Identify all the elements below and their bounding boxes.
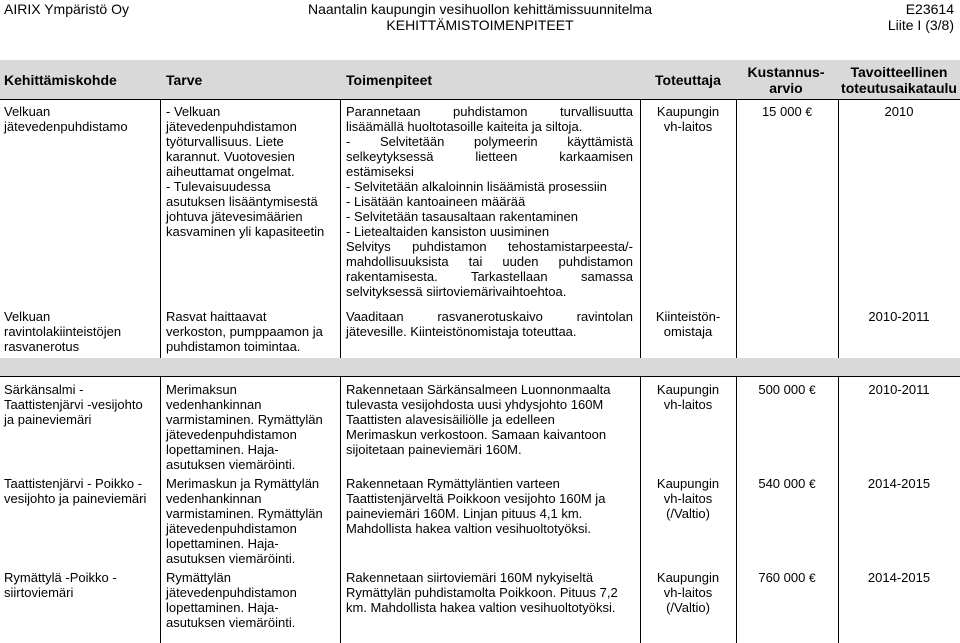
euro-symbol: € bbox=[808, 477, 816, 491]
column-divider bbox=[340, 99, 341, 358]
euro-symbol: € bbox=[805, 105, 813, 119]
column-header-kustannus-line2: arvio bbox=[769, 80, 803, 96]
row5-aikataulu: 2014-2015 bbox=[867, 570, 931, 585]
document-title-line2: KEHITTÄMISTOIMENPITEET bbox=[386, 17, 574, 33]
row5-kohde: Rymättylä -Poikko - siirtoviemäri bbox=[4, 570, 117, 600]
row3-kohde: Särkänsalmi - Taattistenjärvi -vesijohto ja paineviemäri bbox=[4, 382, 143, 427]
row4-tarve: Merimaskun ja Rymättylän vedenhankinnan varmistaminen. Rymättylän jätevedenpuhdistamon lopettaminen. Haja- asutuksen viemäröinti. bbox=[166, 476, 323, 566]
row5-tarve: Rymättylän jätevedenpuhdistamon lopettaminen. Haja- asutuksen viemäröinti. bbox=[166, 570, 297, 630]
column-header-kustannus-line1: Kustannus- bbox=[747, 64, 825, 80]
document-title-line1: Naantalin kaupungin vesihuollon kehittämissuunnitelma bbox=[308, 1, 652, 17]
row1-toteuttaja: Kaupungin vh-laitos bbox=[656, 104, 720, 134]
row4-kustannus: 540 000 € bbox=[758, 476, 816, 491]
table-rule bbox=[0, 376, 960, 377]
row2-toimenpiteet: Vaaditaan rasvanerotuskaivo ravintolan jätevesille. Kiinteistönomistaja toteuttaa. bbox=[346, 309, 633, 339]
column-header-tarve: Tarve bbox=[166, 72, 203, 88]
column-divider bbox=[340, 376, 341, 643]
row4-toimenpiteet: Rakennetaan Rymättyläntien varteen Taattistenjärveltä Poikkoon vesijohto 160M ja paineviemäri 160M. Linjan pituus 4,1 km. Mahdollista hakea valtion vesihuoltotyöksi. bbox=[346, 476, 606, 536]
row3-aikataulu: 2010-2011 bbox=[868, 382, 930, 397]
column-header-kustannus bbox=[736, 64, 836, 96]
row3-toimenpiteet: Rakennetaan Särkänsalmeen Luonnonmaalta tulevasta vesijohdosta uusi yhdysjohto 160M Taattisten alavesisäiliölle ja edelleen Merimaskun verkostoon. Samaan kaivantoon sijoitetaan paineviemäri 160M. bbox=[346, 382, 611, 457]
column-header-toimenpiteet: Toimenpiteet bbox=[346, 72, 433, 88]
page-header bbox=[0, 0, 960, 34]
row5-kustannus: 760 000 € bbox=[758, 570, 816, 585]
project-number: E23614 bbox=[905, 1, 954, 17]
row3-toteuttaja: Kaupungin vh-laitos bbox=[656, 382, 720, 412]
column-header-aikataulu-line2: toteutusaikataulu bbox=[841, 80, 957, 96]
table-rule bbox=[0, 99, 960, 100]
row5-toimenpiteet: Rakennetaan siirtoviemäri 160M nykyiseltä Rymättylän puhdistamolta Poikkoon. Pituus 7,2 km. Mahdollista hakea valtion vesihuoltotyöksi. bbox=[346, 570, 618, 615]
row4-kohde: Taattistenjärvi - Poikko - vesijohto ja paineviemäri bbox=[4, 476, 147, 506]
euro-symbol: € bbox=[808, 383, 816, 397]
appendix-page: Liite I (3/8) bbox=[887, 17, 954, 33]
row3-tarve: Merimaksun vedenhankinnan varmistaminen. Rymättylän jätevedenpuhdistamon lopettaminen. Haja- asutuksen viemäröinti. bbox=[166, 382, 323, 472]
column-divider bbox=[736, 99, 737, 358]
column-divider bbox=[160, 99, 161, 358]
document-title bbox=[300, 1, 660, 33]
column-header-toteuttaja: Toteuttaja bbox=[655, 72, 721, 88]
row4-aikataulu: 2014-2015 bbox=[867, 476, 931, 491]
column-header-kohde: Kehittämiskohde bbox=[4, 72, 117, 88]
row2-toteuttaja: Kiinteistön- omistaja bbox=[655, 309, 721, 339]
row2-kohde: Velkuan ravintolakiinteistöjen rasvanerotus bbox=[4, 309, 122, 354]
row2-aikataulu: 2010-2011 bbox=[868, 309, 930, 324]
column-header-aikataulu-line1: Tavoitteellinen bbox=[850, 64, 948, 80]
row2-tarve: Rasvat haittaavat verkoston, pumppaamon ja puhdistamon toimintaa. bbox=[166, 309, 323, 354]
row1-kustannus: 15 000 € bbox=[761, 104, 813, 119]
row5-toteuttaja: Kaupungin vh-laitos (/Valtio) bbox=[656, 570, 720, 615]
column-divider bbox=[838, 376, 839, 643]
column-divider bbox=[160, 376, 161, 643]
euro-symbol: € bbox=[808, 571, 816, 585]
table-header-bar bbox=[0, 358, 960, 376]
column-header-aikataulu bbox=[838, 64, 960, 96]
row1-tarve: - Velkuan jätevedenpuhdistamon työturvallisuus. Liete karannut. Vuotovesien aiheuttamat ongelmat. - Tulevaisuudessa asutuksen lisääntymisestä johtuva jätevesimäärien kasvaminen yli kapasiteetin bbox=[166, 104, 325, 239]
row1-aikataulu: 2010 bbox=[884, 104, 914, 119]
row1-toimenpiteet: Parannetaan puhdistamon turvallisuutta lisäämällä huoltotasoille kaiteita ja siltoja. - Selvitetään polymeerin käyttämistä selkeytyksessä lietteen karkaamisen estämiseksi - Selvitetään alkaloinnin lisäämistä prosessiin - Lisätään kantoaineen määrää - Selvitetään tasausaltaan rakentaminen - Lietealtaiden kansiston uusiminen Selvitys puhdistamon tehostamistarpeesta/- mahdollisuuksista tai uuden puhdistamon rakentamisesta. Tarkastellaan samassa selvityksessä siirtoviemärivaihtoehtoa. bbox=[346, 104, 633, 299]
document-reference bbox=[888, 1, 954, 33]
company-name: AIRIX Ympäristö Oy bbox=[4, 1, 130, 17]
row1-kohde: Velkuan jätevedenpuhdistamo bbox=[4, 104, 128, 134]
row4-toteuttaja: Kaupungin vh-laitos (/Valtio) bbox=[656, 476, 720, 521]
row3-kustannus: 500 000 € bbox=[758, 382, 816, 397]
column-divider bbox=[736, 376, 737, 643]
